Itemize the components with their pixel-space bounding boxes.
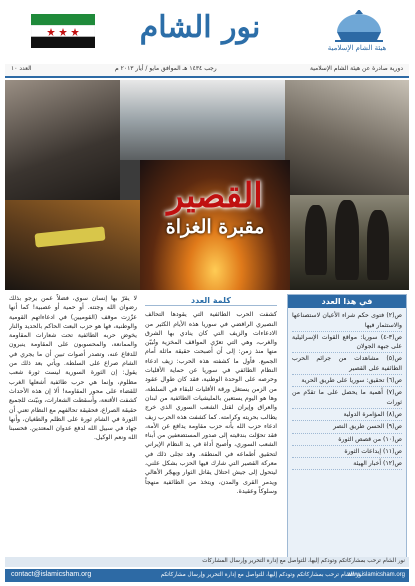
editorial-text: كشفت الحرب الطائفية التي يقودها التحالف النصيري الرافضي في سوريا هذه الأيام الكثير من الادعاءات والزيف التي كان ينادي بها الشرق والغرب، وهي التي تعرّي المواقف المخزية وتُبيّن منها منذ زمن: إلى أن أصبحت حقيقة ماثلة أمام الجميع. فأول ما كشفته هذه الحرب: زيف ادعاء النظام الطائفي في سوريا عن حماية الأقليات وحرصه على الوحدة الوطنية، فقد كان طوال عقود من الزمن يستغل ورقة الأقليات للبقاء في السلطة، وها هو اليوم يستعين بالمليشيات الطائفية من لبنان والعراق وإيران لقتل الشعب السوري الذي خرج يطالب بحريته وكرامته. كما كشفت هذه الحرب زيف ادعاء حزب الله بأنه حزب مقاومة يدافع عن الأمة، فقد تحوّلت بندقيته إلى صدور المستضعفين من أبناء الشعب السوري، وأصبح أداة في يد النظام الإيراني لتحقيق أطماعه في المنطقة. وقد تجلى ذلك في معركة القصير التي شارك فيها الحزب بشكل علني، ليتحول إلى جيش احتلال يقاتل الثوار ويهجّر الأهالي ويدمر القرى والمدن، ويتخذ من الطائفية منهجاً وسلوكاً وعقيدة. [145, 311, 277, 495]
website-link[interactable]: www.islamicsham.org [347, 572, 405, 578]
toc-item[interactable]: ص(٥) مشاهدات من جرائم الحرب الطائفية على القصير [292, 353, 402, 375]
article-column-left [9, 294, 137, 556]
silhouette-figure [367, 210, 389, 280]
toc-item[interactable]: ص(١١) إبداعات الثورة [292, 446, 402, 458]
photo-destruction [120, 80, 285, 160]
article-body [5, 294, 409, 556]
issue-number: العدد ١٠ [11, 65, 32, 72]
footer-strip [5, 557, 409, 567]
toc-item[interactable]: ص(٣-٤) سوريا: مواقع القوات الإسرائيلية على جبهة الجولان [292, 332, 402, 354]
article-text-continued: لا يقرّ بها إنسان سوي، فضلاً عمن يرجو بذلك رضوان الله وجنته. أو حمية أو عصبية! كما أنها عزّزت موقف (القوميين) في ادعاءاتهم القومية والوطنية، فها هو حزب البعث الحاكم بالحديد والنار يخوض حربه الطائفية تحت شعارات المقاومة والممانعة، والمحسوبون على المقاومة ينبرون للدفاع عنه، وتصدر أصوات تبين أن ما يجري في الشام صراع على السلطة. ويأتي بعد ذلك من يقول: إن الثورة السورية ليست ثورة شعب مظلوم، وإنما هي حرب طائفية أشعلها الغرب للقضاء على محور المقاومة! ألا إن هذه الأحداث كشفت الأقنعة، وأسقطت الشعارات، وبيّنت للجميع حقيقة الصراع، فحقيقة تحالفهم مع النظام تعني أن الثورة في الشام ثورة على الظلم والطغيان، وأنها جهاد في سبيل الله لدفع عدوان المعتدين. فحسبنا الله ونعم الوكيل. [9, 295, 137, 442]
toc-list [288, 308, 406, 472]
table-of-contents-panel [287, 294, 407, 558]
silhouette-figure [305, 205, 327, 275]
organization-name: هيئة الشام الإسلامية [327, 44, 387, 52]
issue-date: رجب ١٤٣٤ هـ الموافق مايو / أيار ٢٠١٣ م [115, 65, 217, 72]
cover-photo-collage [5, 80, 409, 290]
toc-item[interactable]: ص(١٠) من قصص الثورة [292, 434, 402, 446]
toc-title: في هذا العدد [288, 295, 406, 308]
editorial-title: كلمة العدد [145, 296, 277, 306]
article-column-editorial [145, 294, 277, 556]
cover-subheadline: مقبرة الغزاة [165, 216, 265, 238]
contact-note: نور الشام ترحب بمشاركاتكم وتودكم إليها، للتواصل مع إدارة التحرير وإرسال مشاركاتكم [160, 572, 363, 578]
contact-bar [5, 569, 409, 582]
photo-crowd [5, 80, 120, 200]
newsletter-page [5, 4, 409, 582]
toc-item[interactable]: ص(٨) المؤامرة الدولية [292, 409, 402, 421]
newsletter-title: نور الشام [139, 10, 261, 45]
cover-headline: القصير [167, 176, 263, 216]
masthead [5, 4, 409, 66]
contact-email-link[interactable]: contact@islamicsham.org [11, 571, 92, 578]
photo-funeral [5, 200, 140, 290]
issue-info-bar [5, 64, 409, 78]
photo-rubble [285, 80, 409, 195]
footer-note: نور الشام ترحب بمشاركاتكم وتودكم إليها، للتواصل مع إدارة التحرير وإرسال المشاركات [202, 558, 405, 564]
syrian-revolution-flag-icon [31, 14, 95, 48]
toc-item[interactable]: ص(٩) الحسن طريق النصر [292, 421, 402, 433]
silhouette-figure [335, 200, 359, 280]
toc-item[interactable]: ص(١٢) أخبار الهيئة [292, 458, 402, 470]
toc-item[interactable]: ص(٢) فتوى حكم شراء الأعيان لاستصناعها والاستثمار فيها [292, 310, 402, 332]
toc-item[interactable]: ص(٦) تحقيق: سوريا على طريق الحرية [292, 375, 402, 387]
toc-item[interactable]: ص(٧) أهمية ما يحصل على ما تقدّم من ثورات [292, 387, 402, 409]
issue-series: دورية صادرة عن هيئة الشام الإسلامية [309, 65, 403, 72]
